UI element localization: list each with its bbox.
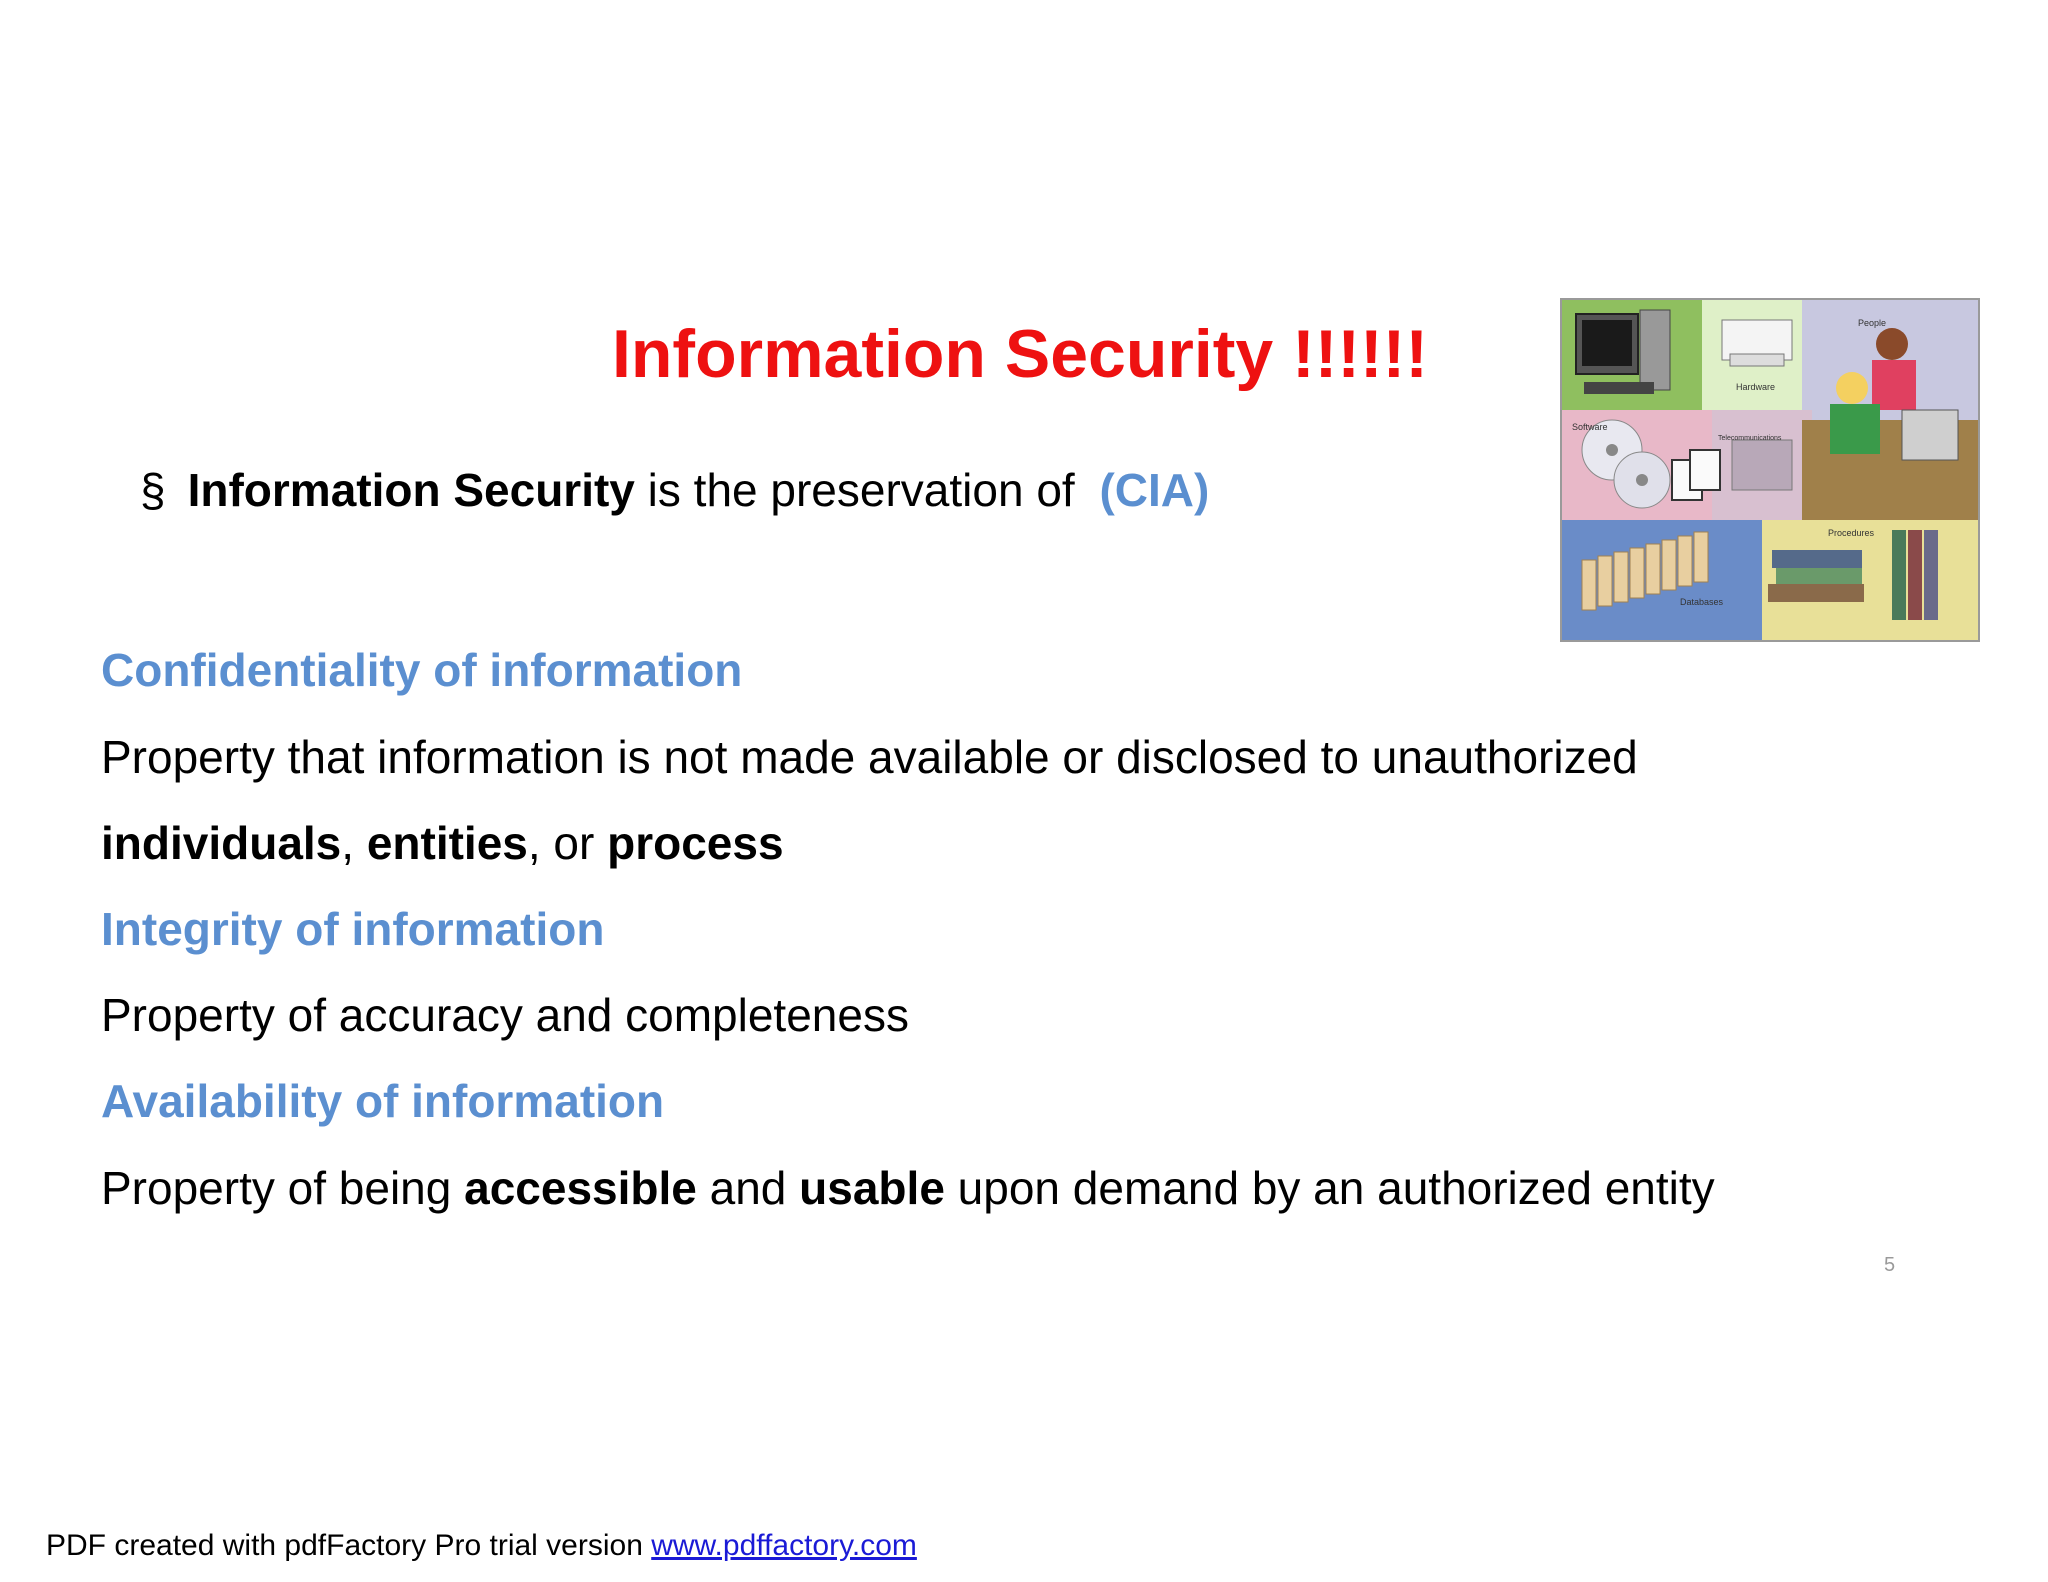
label-hardware: Hardware [1736,382,1776,392]
pdffactory-link[interactable]: www.pdffactory.com [651,1529,917,1562]
label-people: People [1858,318,1887,328]
word-accessible: accessible [464,1162,697,1214]
label-procedures: Procedures [1828,528,1875,538]
bullet-symbol: § [140,464,166,516]
word-process: process [607,817,784,869]
confidentiality-text-line2 [101,813,784,873]
availability-heading: Availability of information [101,1075,665,1127]
pdf-footer [46,1528,917,1564]
integrity-text: Property of accuracy and completeness [101,989,909,1041]
text-and: and [696,1162,800,1214]
confidentiality-text-line1: Property that information is not made available or disclosed to unauthorized [101,731,1638,783]
label-telecommunications: Telecommunications [1718,435,1782,442]
page-number: 5 [1884,1254,1896,1276]
bullet-strong-text: Information Security [187,464,635,516]
footer-prefix: PDF created with pdfFactory Pro trial version [46,1529,652,1562]
information-system-components-illustration [1560,298,1980,642]
word-individuals: individuals [101,817,342,869]
word-usable: usable [799,1162,945,1214]
slide-title: Information Security !!!!!! [612,316,1428,392]
bullet-text: is the preservation of [634,464,1088,516]
text-upon-demand: upon demand by an authorized entity [944,1162,1715,1214]
word-entities: entities [366,817,528,869]
confidentiality-heading: Confidentiality of information [101,644,743,696]
cia-bullet [140,460,1209,520]
integrity-heading: Integrity of information [101,903,605,955]
availability-text [101,1158,1715,1218]
label-databases: Databases [1680,597,1724,607]
text-comma-1: , [341,817,367,869]
text-property-of-being: Property of being [101,1162,465,1214]
cia-highlight: (CIA) [1099,464,1210,516]
text-or: , or [527,817,608,869]
label-software: Software [1572,422,1608,432]
